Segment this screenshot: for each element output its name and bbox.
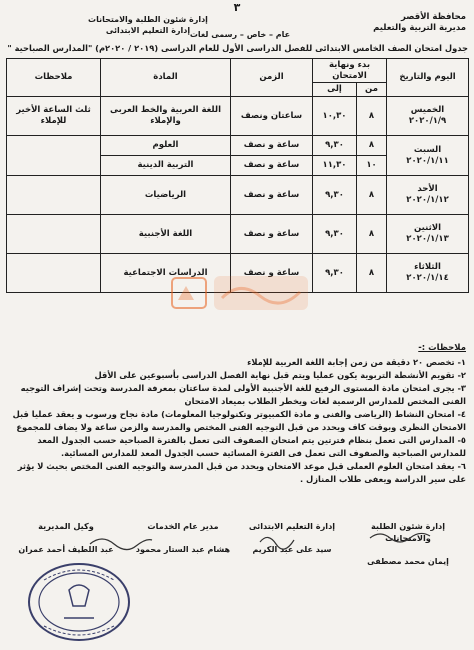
note-item: ٤- امتحان النشاط (الرياضى والفنى و مادة الكمبيوتر وتكنولوجيا المعلومات) مادة نجاح ورسوب و يعقد عمليا قبل الامتحان النظرى وبوقت كاف ويحدد من قبل التوجيه الفنى المختص والمدرسة والزمن ساعة ولا يضاف للمجموع (12, 409, 466, 432)
to-cell: ١٠,٣٠ (313, 97, 357, 136)
subject-cell: الرياضيات (101, 176, 231, 215)
header-notes: ملاحظات (7, 59, 101, 97)
from-cell: ١٠ (357, 156, 387, 176)
note-item: ٦- يعقد امتحان العلوم العملى قبل موعد الامتحان ويحدد من قبل المدرسة والتوجيه الفنى المختص بحيث لا يؤثر على سير الدراسة ويعفى طلاب المنازل . (17, 461, 466, 484)
duration-cell: ساعة و نصف (231, 156, 313, 176)
subject-cell: التربية الدينية (101, 156, 231, 176)
header-day-date: اليوم والتاريخ (387, 59, 469, 97)
page-number: ٣ (233, 1, 241, 14)
header-from: من (357, 83, 387, 97)
to-cell: ٩,٣٠ (313, 176, 357, 215)
to-cell: ٩,٣٠ (313, 136, 357, 156)
signature-title: مدير عام الخدمات (147, 521, 219, 531)
header-subject: المادة (101, 59, 231, 97)
header-start-end: بدء ونهاية الامتحان (313, 59, 387, 83)
header-to: إلى (313, 83, 357, 97)
signature-title: وكيل المديرية (38, 521, 94, 531)
watermark-logo-icon (170, 270, 310, 314)
signature-name: سيد على عبد الكريم (252, 545, 332, 554)
signature-name: عبد اللطيف أحمد عمران (18, 545, 114, 554)
subject-cell: اللغة الأجنبية (101, 215, 231, 254)
day-date-cell (387, 254, 469, 293)
date: ٢٠٢٠/١/٩ (408, 116, 447, 126)
primary-admin-label: إدارة التعليم الابتدائى (105, 26, 191, 35)
signature-name: هشام عبد الستار محمود (135, 545, 231, 554)
table-row (7, 136, 469, 156)
day-date-cell (387, 176, 469, 215)
signature-title: إدارة التعليم الابتدائى (248, 521, 336, 531)
notes-heading: ملاحظات :- (418, 343, 466, 353)
day-date-cell (387, 97, 469, 136)
duration-cell: ساعة و نصف (231, 176, 313, 215)
table-row (7, 215, 469, 254)
note-cell (7, 215, 101, 254)
official-seal-stamp-icon (24, 560, 134, 644)
document-title: جدول امتحان الصف الخامس الابتدائى للفصل الدراسى الأول للعام الدراسى (٢٠١٩ / ٢٠٢٠م) "المدارس الصباحية " (7, 43, 468, 53)
note-item: ٣- يجرى امتحان مادة المستوى الرفيع للغة الأجنبية الأولى لمدة ساعتان بمعرفة المدرسة وتحت إشراف التوجيه الفنى المختص للمدارس الرسمية لغات ويخطر الطلاب بميعاد الامتحان (20, 383, 466, 406)
date: ٢٠٢٠/١/١٤ (406, 273, 449, 283)
day-date-cell (387, 215, 469, 254)
directorate-label: مديرية التربية والتعليم (373, 23, 466, 33)
notes-list (8, 356, 466, 486)
from-cell: ٨ (357, 136, 387, 156)
date: ٢٠٢٠/١/١١ (406, 155, 449, 166)
duration-cell: ساعة و نصف (231, 215, 313, 254)
note-cell: ثلث الساعة الأخير للإملاء (7, 97, 101, 136)
day-name: الثلاثاء (414, 262, 441, 272)
note-cell (7, 254, 101, 293)
subject-cell: اللغة العربية والخط العربى والإملاء (101, 97, 231, 136)
from-cell: ٨ (357, 97, 387, 136)
note-cell (7, 136, 101, 176)
to-cell: ١١,٣٠ (313, 156, 357, 176)
governorate-label: محافظة الأقصر (400, 12, 466, 22)
table-row (7, 176, 469, 215)
from-cell: ٨ (357, 176, 387, 215)
day-name: الأحد (417, 184, 438, 194)
subject-cell: العلوم (101, 136, 231, 156)
header-duration: الزمن (231, 59, 313, 97)
note-item: ١- تخصص ٢٠ دقيقة من زمن إجابة اللغة العربية للإملاء (247, 357, 466, 367)
note-item: ٥- المدارس التى تعمل بنظام فترتين يتم امتحان الصفوف التى تعمل بالفترة الصباحية حسب الجدول المعد للمدارس الصباحية والصفوف التى تعمل فى الفترة المسائية حسب الجدول المعد للمدارس المسائية. (37, 435, 466, 458)
note-cell (7, 176, 101, 215)
signature-name: إيمان محمد مصطفى (367, 557, 449, 566)
header-right (346, 12, 466, 34)
duration-cell: ساعة و نصف (231, 254, 313, 293)
day-name: السبت (413, 144, 442, 155)
signature-title: إدارة شئون الطلبة والامتحانات (370, 521, 446, 543)
to-cell: ٩,٣٠ (313, 254, 357, 293)
from-cell: ٨ (357, 254, 387, 293)
duration-cell: ساعة و نصف (231, 136, 313, 156)
note-item: ٢- تقويم الأنشطة التربوية يكون عمليا ويتم قبل نهاية الفصل الدراسى بأسبوعين على الأقل (94, 370, 466, 380)
table-row (7, 97, 469, 136)
school-type-label: عام – خاص – رسمى لغات (189, 30, 291, 39)
to-cell: ٩,٣٠ (313, 215, 357, 254)
from-cell: ٨ (357, 215, 387, 254)
date: ٢٠٢٠/١/١٢ (406, 195, 449, 205)
exam-table (6, 58, 469, 293)
date: ٢٠٢٠/١/١٣ (406, 234, 449, 244)
table-header-row (7, 59, 469, 83)
day-date-cell (387, 136, 469, 176)
day-name: الاثنين (414, 223, 442, 233)
day-name: الخميس (410, 105, 445, 115)
exams-admin-label: إدارة شئون الطلبة والامتحانات (88, 15, 208, 24)
subject-cell: الدراسات الاجتماعية (101, 254, 231, 293)
duration-cell: ساعتان ونصف (231, 97, 313, 136)
